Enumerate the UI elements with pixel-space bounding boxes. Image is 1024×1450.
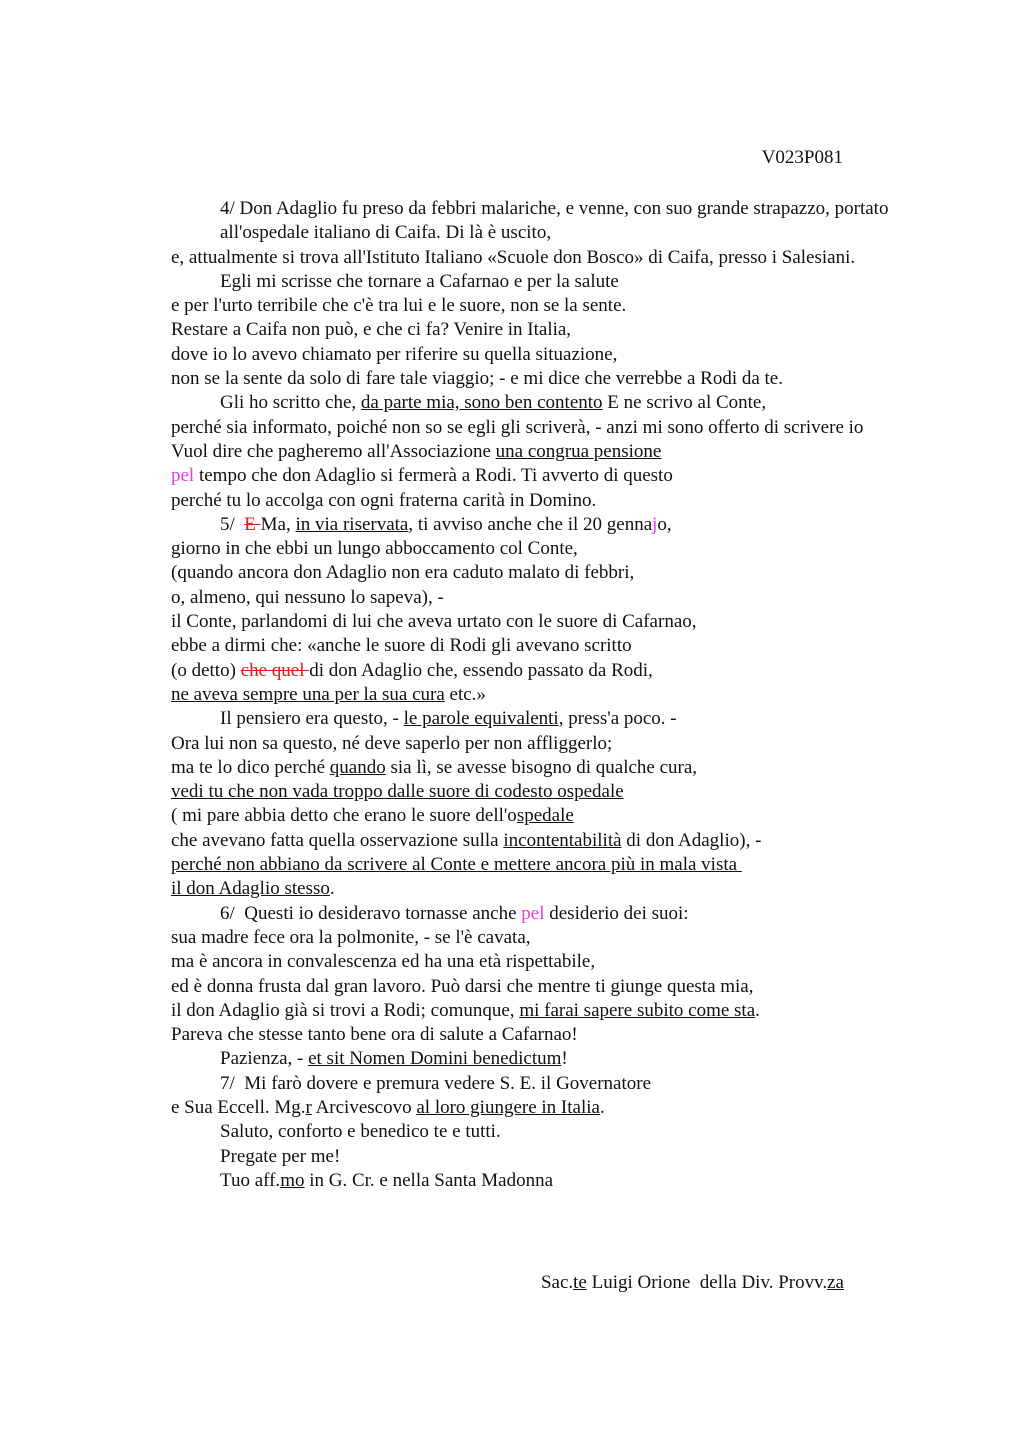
text-segment: Restare a Caifa non può, e che ci fa? Venire in Italia,	[171, 319, 572, 341]
text-segment: il Conte, parlandomi di lui che aveva urtato con le suore di Cafarnao,	[171, 611, 697, 633]
struck-deletion: E	[244, 513, 261, 535]
letter-line	[171, 1145, 911, 1169]
magenta-correction: j	[652, 513, 658, 535]
text-segment: Arcivescovo	[311, 1096, 417, 1118]
letter-line	[171, 659, 911, 683]
text-segment: di don Adaglio che, essendo passato da Rodi,	[309, 659, 653, 681]
letter-line	[171, 683, 911, 707]
underlined-text: da parte mia, sono ben contento	[360, 392, 603, 414]
text-segment: Gli ho scritto che,	[220, 392, 361, 414]
text-segment: Tuo aff.	[220, 1169, 281, 1191]
letter-line	[171, 1023, 911, 1047]
letter-line	[171, 440, 911, 464]
letter-line	[171, 1120, 911, 1144]
magenta-correction: pel	[171, 465, 195, 487]
letter-line	[171, 561, 911, 585]
text-segment: giorno in che ebbi un lungo abboccamento col Conte,	[171, 538, 578, 560]
letter-line	[171, 780, 911, 804]
underlined-text: mi farai sapere subito come sta	[519, 999, 756, 1021]
text-segment: , press'a poco. -	[558, 708, 677, 730]
text-segment: dove io lo avevo chiamato per riferire su quella situazione,	[171, 343, 618, 365]
text-segment: Vuol dire che pagheremo all'Associazione	[171, 440, 496, 462]
letter-line	[171, 513, 911, 537]
text-segment: .	[599, 1096, 605, 1118]
signature	[541, 1272, 844, 1294]
underlined-text: ne aveva sempre una per la sua cura	[171, 683, 445, 705]
underlined-text: perché non abbiano da scrivere al Conte e mettere ancora più in mala vista	[171, 854, 742, 876]
text-segment: non se la sente da solo di fare tale viaggio; - e mi dice che verrebbe a Rodi da te.	[171, 368, 783, 390]
text-segment: E ne scrivo al Conte,	[602, 392, 767, 414]
letter-line	[171, 926, 911, 950]
letter-line	[171, 246, 911, 270]
underlined-text: za	[827, 1272, 844, 1293]
letter-line	[171, 489, 911, 513]
text-segment: Luigi Orione della Div. Provv.	[586, 1272, 828, 1293]
magenta-correction: pel	[521, 902, 545, 924]
text-segment: , ti avviso anche che il 20 genna	[408, 513, 653, 535]
text-segment: 6/ Questi io desideravo tornasse anche	[220, 902, 522, 924]
text-segment: (o detto)	[171, 659, 241, 681]
letter-line	[171, 732, 911, 756]
underlined-text: il don Adaglio stesso	[171, 878, 330, 900]
letter-line	[171, 270, 911, 294]
text-segment: ed è donna frusta dal gran lavoro. Può darsi che mentre ti giunge questa mia,	[171, 975, 754, 997]
text-segment: o, almeno, qui nessuno lo sapeva), -	[171, 586, 444, 608]
letter-line	[171, 853, 911, 877]
underlined-text: incontentabilità	[503, 829, 622, 851]
underlined-text: una congrua pensione	[495, 440, 662, 462]
underlined-text: te	[573, 1272, 587, 1293]
letter-line	[171, 877, 911, 901]
text-segment: Il pensiero era questo, -	[220, 708, 404, 730]
underlined-text: spedale	[516, 805, 574, 827]
text-segment: Pregate per me!	[220, 1145, 341, 1167]
text-segment: Ora lui non sa questo, né deve saperlo per non affliggerlo;	[171, 732, 613, 754]
letter-line	[171, 950, 911, 974]
underlined-text: al loro giungere in Italia	[416, 1096, 600, 1118]
letter-line	[171, 975, 911, 999]
underlined-text: le parole equivalenti	[403, 708, 559, 730]
text-segment: etc.»	[444, 683, 486, 705]
letter-line	[171, 343, 911, 367]
text-segment: 5/	[220, 513, 245, 535]
reference-code: V023P081	[761, 147, 843, 168]
letter-line	[171, 634, 911, 658]
text-segment: e, attualmente si trova all'Istituto Italiano «Scuole don Bosco» di Caifa, presso i Salesiani.	[171, 246, 856, 268]
letter-line	[171, 416, 911, 440]
text-segment: di don Adaglio), -	[621, 829, 762, 851]
text-segment: che avevano fatta quella osservazione sulla	[171, 829, 504, 851]
text-segment: Egli mi scrisse che tornare a Cafarnao e per la salute	[220, 270, 619, 292]
text-segment: Sac.	[540, 1272, 574, 1293]
letter-line	[171, 902, 911, 926]
text-segment: ma è ancora in convalescenza ed ha una età rispettabile,	[171, 951, 596, 973]
underlined-text: in via riservata	[295, 513, 409, 535]
text-segment: 4/ Don Adaglio fu preso da febbri malariche, e venne, con suo grande strapazzo, portato all'ospedale italiano di Caifa. Di là è uscito,	[220, 198, 889, 244]
underlined-text: mo	[280, 1169, 305, 1191]
text-segment: perché tu lo accolga con ogni fraterna carità in Domino.	[171, 489, 597, 511]
letter-line	[171, 610, 911, 634]
text-segment: Pazienza, -	[220, 1048, 309, 1070]
underlined-text: r	[305, 1096, 312, 1118]
letter-line	[171, 1169, 911, 1193]
text-segment: e per l'urto terribile che c'è tra lui e le suore, non se la sente.	[171, 295, 627, 317]
text-segment: 7/ Mi farò dovere e premura vedere S. E. il Governatore	[220, 1072, 652, 1094]
letter-line	[171, 537, 911, 561]
letter-line	[171, 1096, 911, 1120]
text-segment: perché sia informato, poiché non so se egli gli scriverà, - anzi mi sono offerto di scrivere io	[171, 416, 864, 438]
letter-line	[171, 756, 911, 780]
text-segment: ebbe a dirmi che: «anche le suore di Rodi gli avevano scritto	[171, 635, 632, 657]
letter-line	[171, 804, 911, 828]
text-segment: sia lì, se avesse bisogno di qualche cura,	[385, 756, 698, 778]
letter-line	[171, 1047, 911, 1071]
text-segment: o,	[657, 513, 672, 535]
text-segment: sua madre fece ora la polmonite, - se l'è cavata,	[171, 926, 531, 948]
text-segment: Ma,	[260, 513, 296, 535]
text-segment: (quando ancora don Adaglio non era caduto malato di febbri,	[171, 562, 635, 584]
letter-line	[171, 1072, 911, 1096]
letter-body	[171, 197, 911, 1193]
letter-line	[171, 829, 911, 853]
letter-line	[171, 586, 911, 610]
text-segment: ( mi pare abbia detto che erano le suore dell'o	[171, 805, 517, 827]
text-segment: il don Adaglio già si trovi a Rodi; comunque,	[171, 999, 520, 1021]
letter-line	[171, 294, 911, 318]
text-segment: Pareva che stesse tanto bene ora di salute a Cafarnao!	[171, 1024, 578, 1046]
letter-line	[171, 318, 911, 342]
letter-line	[171, 464, 911, 488]
letter-line	[171, 707, 911, 731]
letter-line	[171, 367, 911, 391]
text-segment: .	[755, 999, 760, 1021]
text-segment: desiderio dei suoi:	[544, 902, 689, 924]
underlined-text: et sit Nomen Domini benedictum	[308, 1048, 562, 1070]
text-segment: ma te lo dico perché	[171, 756, 330, 778]
underlined-text: vedi tu che non vada troppo dalle suore di codesto ospedale	[171, 781, 624, 803]
text-segment: .	[329, 878, 335, 900]
text-segment: e Sua Eccell. Mg.	[171, 1096, 306, 1118]
underlined-text: quando	[329, 756, 386, 778]
text-segment: tempo che don Adaglio si fermerà a Rodi. Ti avverto di questo	[194, 465, 673, 487]
letter-line	[171, 999, 911, 1023]
text-segment: Saluto, conforto e benedico te e tutti.	[220, 1121, 501, 1143]
struck-deletion: che quel	[240, 659, 310, 681]
text-segment: in G. Cr. e nella Santa Madonna	[304, 1169, 553, 1191]
text-segment: !	[561, 1048, 568, 1070]
letter-line	[171, 391, 911, 415]
letter-line	[171, 197, 911, 246]
